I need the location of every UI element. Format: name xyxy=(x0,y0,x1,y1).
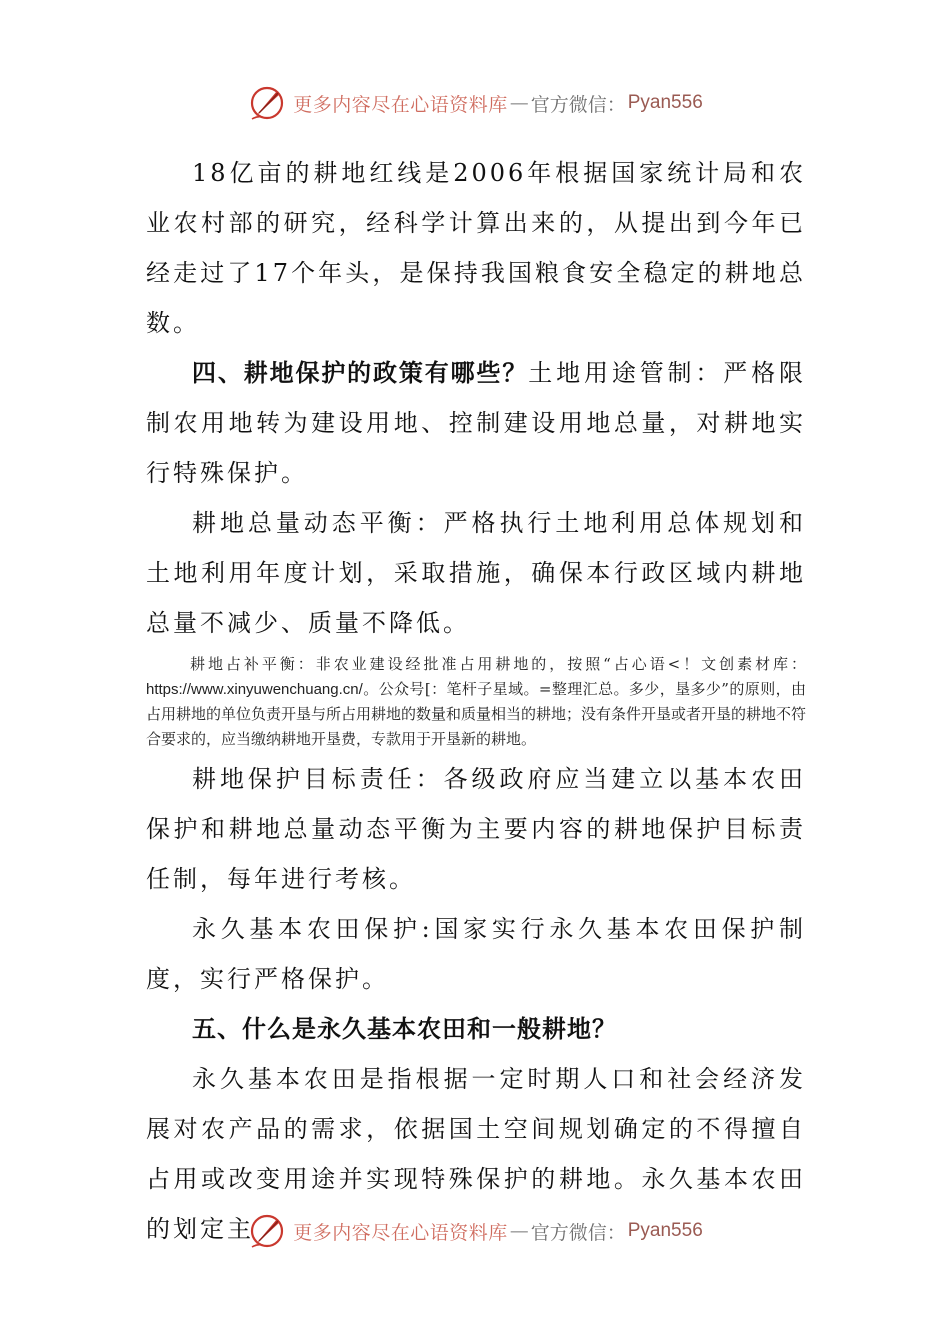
paragraph-5: 永久基本农田保护:国家实行永久基本农田保护制度，实行严格保护。 xyxy=(146,915,806,993)
paragraph-2-body: 土地用途管制：严格限制农用地转为建设用地、控制建设用地总量，对耕地实行特殊保护。 xyxy=(146,359,807,487)
small-paragraph-b: 。公众号[：笔杆子星域。=整理汇总。多少，垦多少”的原则，由占用耕地的单位负责开垦与所占用耕地的数量和质量相当的耕地；没有条件开垦或者开垦的耕地不符合要求的，应当缴纳耕地开垦费，专款用于开垦新的耕地。 xyxy=(146,680,807,748)
banner-wechat-id: Pyan556 xyxy=(627,92,703,113)
website-link[interactable]: https://www.xinyuwenchuang.cn/ xyxy=(146,681,363,698)
banner-wechat-id: Pyan556 xyxy=(627,1220,703,1241)
quill-pen-logo-icon xyxy=(247,1211,287,1251)
header-banner xyxy=(0,78,950,128)
paragraph-3: 耕地总量动态平衡：严格执行土地利用总体规划和土地利用年度计划，采取措施，确保本行政区域内耕地总量不减少、质量不降低。 xyxy=(146,509,806,637)
paragraph-6: 永久基本农田是指根据一定时期人口和社会经济发展对农产品的需求，依据国土空间规划确定的不得擅自占用或改变用途并实现特殊保护的耕地。永久基本农田的划定主 xyxy=(146,1065,806,1243)
paragraph-1: 18亿亩的耕地红线是2006年根据国家统计局和农业农村部的研究，经科学计算出来的，从提出到今年已经走过了17个年头，是保持我国粮食安全稳定的耕地总数。 xyxy=(146,159,806,337)
paragraph-2 xyxy=(146,348,806,498)
banner-official-text: 官方微信： xyxy=(530,93,626,116)
document-body xyxy=(146,148,806,1254)
banner-main-text: 更多内容尽在心语资料库 xyxy=(293,1221,508,1244)
small-paragraph xyxy=(146,652,806,752)
small-paragraph-a: 耕地占补平衡：非农业建设经批准占用耕地的，按照“占心语<！文创素材库： xyxy=(190,655,806,673)
section-5-heading: 五、什么是永久基本农田和一般耕地？ xyxy=(192,1014,617,1043)
banner-official-text: 官方微信： xyxy=(530,1221,626,1244)
banner-main-text: 更多内容尽在心语资料库 xyxy=(293,93,508,116)
banner-dash: — xyxy=(509,92,529,114)
banner-dash: — xyxy=(509,1220,529,1242)
section-4-heading: 四、耕地保护的政策有哪些？ xyxy=(192,358,529,387)
paragraph-4: 耕地保护目标责任：各级政府应当建立以基本农田保护和耕地总量动态平衡为主要内容的耕地保护目标责任制，每年进行考核。 xyxy=(146,765,806,893)
quill-pen-logo-icon xyxy=(247,83,287,123)
footer-banner xyxy=(0,1206,950,1256)
